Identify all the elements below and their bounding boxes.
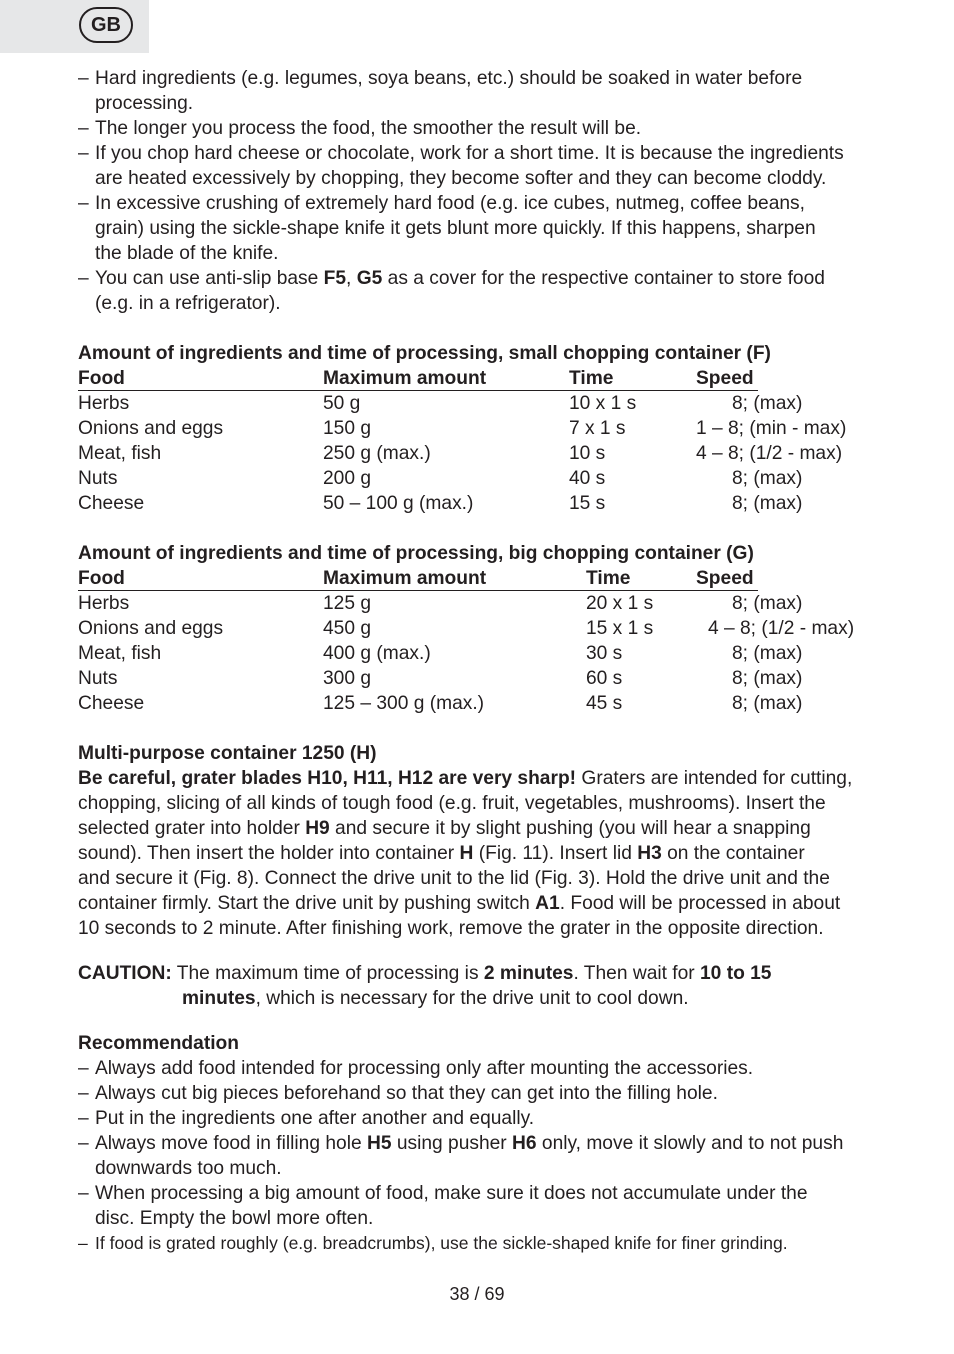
table-cell: 400 g (max.)	[323, 643, 431, 664]
table-cell: 50 g	[323, 393, 361, 414]
language-tab	[0, 0, 149, 53]
table-row	[78, 466, 898, 491]
table-small	[78, 366, 898, 516]
table-cell: Nuts	[78, 668, 118, 689]
multi-purpose-text: Be careful, grater blades H10, H11, H12 are very sharp! Graters are intended for cutting, chopping, slicing of all kinds of tough food (e.g. fruit, vegetables, mushrooms). Insert the selected grater into holder H9 and secure it by slight pushing (you will hear a snapping sound). Then insert the holder into container H (Fig. 11). Insert lid H3 on the container and secure it (Fig. 8). Connect the drive unit to the lid (Fig. 3). Hold the drive unit and the container firmly. Start the drive unit by pushing switch A1. Food will be processed in about 10 seconds to 2 minute. After finishing work, remove the grater in the opposite direction.	[78, 768, 853, 939]
table-small-title: Amount of ingredients and time of processing, small chopping container (F)	[78, 343, 771, 364]
column-header: Time	[586, 568, 631, 589]
table-cell: 40 s	[569, 468, 606, 489]
list-item: – If you chop hard cheese or chocolate, work for a short time. It is because the ingredients are heated excessively by chopping, they become softer and they can become cloddy.	[78, 141, 898, 191]
table-cell: 250 g (max.)	[323, 443, 431, 464]
table-row	[78, 441, 898, 466]
table-row	[78, 691, 898, 716]
caution-label: CAUTION:	[78, 963, 172, 984]
multi-purpose-title: Multi-purpose container 1250 (H)	[78, 743, 377, 764]
column-header: Speed	[696, 368, 754, 389]
table-cell: Herbs	[78, 393, 130, 414]
language-badge: GB	[79, 7, 133, 43]
table-cell: 8; (max)	[732, 393, 803, 414]
tips-list-last	[78, 266, 898, 316]
table-row	[78, 491, 898, 516]
table-cell: Nuts	[78, 468, 118, 489]
column-header: Food	[78, 368, 125, 389]
list-item: – Always cut big pieces beforehand so that they can get into the filling hole.	[78, 1081, 898, 1106]
table-cell: 8; (max)	[732, 693, 803, 714]
table-header	[78, 566, 758, 591]
table-big-title: Amount of ingredients and time of processing, big chopping container (G)	[78, 543, 754, 564]
page-content	[78, 66, 898, 1256]
table-cell: 150 g	[323, 418, 372, 439]
list-item: – In excessive crushing of extremely hard food (e.g. ice cubes, nutmeg, coffee beans, grain) using the sickle-shape knife it gets blunt more quickly. If this happens, sharpen the blade of the knife.	[78, 191, 898, 266]
table-cell: Onions and eggs	[78, 418, 224, 439]
table-cell: Herbs	[78, 593, 130, 614]
column-header: Speed	[696, 568, 754, 589]
recommendation-list-last	[78, 1231, 898, 1256]
table-row	[78, 416, 898, 441]
table-row	[78, 591, 898, 616]
table-cell: 450 g	[323, 618, 372, 639]
list-item: – If food is grated roughly (e.g. breadcrumbs), use the sickle-shaped knife for finer grinding.	[78, 1231, 898, 1256]
table-cell: 45 s	[586, 693, 623, 714]
table-cell: 20 x 1 s	[586, 593, 654, 614]
recommendation-list	[78, 1056, 898, 1131]
table-cell: 8; (max)	[732, 668, 803, 689]
table-cell: 10 x 1 s	[569, 393, 637, 414]
table-cell: 1 – 8; (min - max)	[696, 418, 847, 439]
table-row	[78, 616, 898, 641]
table-cell: 4 – 8; (1/2 - max)	[708, 618, 855, 639]
table-cell: 125 g	[323, 593, 372, 614]
table-cell: 200 g	[323, 468, 372, 489]
list-item: – The longer you process the food, the smoother the result will be.	[78, 116, 898, 141]
page-number: 38 / 69	[449, 1284, 505, 1304]
list-item: – Always move food in filling hole H5 using pusher H6 only, move it slowly and to not push downwards too much.	[78, 1131, 898, 1181]
recommendation-list-2	[78, 1181, 898, 1231]
table-cell: 8; (max)	[732, 468, 803, 489]
table-cell: 4 – 8; (1/2 - max)	[696, 443, 843, 464]
table-cell: 7 x 1 s	[569, 418, 626, 439]
table-cell: Meat, fish	[78, 643, 162, 664]
recommendation-title: Recommendation	[78, 1033, 239, 1054]
caution-note: CAUTION: The maximum time of processing is 2 minutes. Then wait for 10 to 15 minutes, which is necessary for the drive unit to cool down.	[78, 963, 772, 1009]
table-cell: 15 s	[569, 493, 606, 514]
table-row	[78, 641, 898, 666]
column-header: Maximum amount	[323, 568, 487, 589]
table-cell: 50 – 100 g (max.)	[323, 493, 474, 514]
table-row	[78, 391, 898, 416]
table-cell: Cheese	[78, 693, 145, 714]
list-item: – You can use anti-slip base F5, G5 as a cover for the respective container to store food (e.g. in a refrigerator).	[78, 266, 898, 316]
table-cell: 125 – 300 g (max.)	[323, 693, 485, 714]
table-cell: 8; (max)	[732, 593, 803, 614]
recommendation-list-pusher	[78, 1131, 898, 1181]
list-item: – Put in the ingredients one after another and equally.	[78, 1106, 898, 1131]
table-cell: 8; (max)	[732, 493, 803, 514]
table-cell: 10 s	[569, 443, 606, 464]
column-header: Maximum amount	[323, 368, 487, 389]
column-header: Time	[569, 368, 614, 389]
table-cell: 60 s	[586, 668, 623, 689]
table-cell: 300 g	[323, 668, 372, 689]
list-item: – When processing a big amount of food, make sure it does not accumulate under the disc. Empty the bowl more often.	[78, 1181, 898, 1231]
table-cell: 30 s	[586, 643, 623, 664]
table-big	[78, 566, 898, 716]
list-item: – Always add food intended for processing only after mounting the accessories.	[78, 1056, 898, 1081]
table-header	[78, 366, 758, 391]
table-cell: Meat, fish	[78, 443, 162, 464]
table-cell: 15 x 1 s	[586, 618, 654, 639]
table-cell: Onions and eggs	[78, 618, 224, 639]
table-cell: Cheese	[78, 493, 145, 514]
list-item: – Hard ingredients (e.g. legumes, soya beans, etc.) should be soaked in water before processing.	[78, 66, 898, 116]
tips-list	[78, 66, 898, 266]
column-header: Food	[78, 568, 125, 589]
table-row	[78, 666, 898, 691]
table-cell: 8; (max)	[732, 643, 803, 664]
